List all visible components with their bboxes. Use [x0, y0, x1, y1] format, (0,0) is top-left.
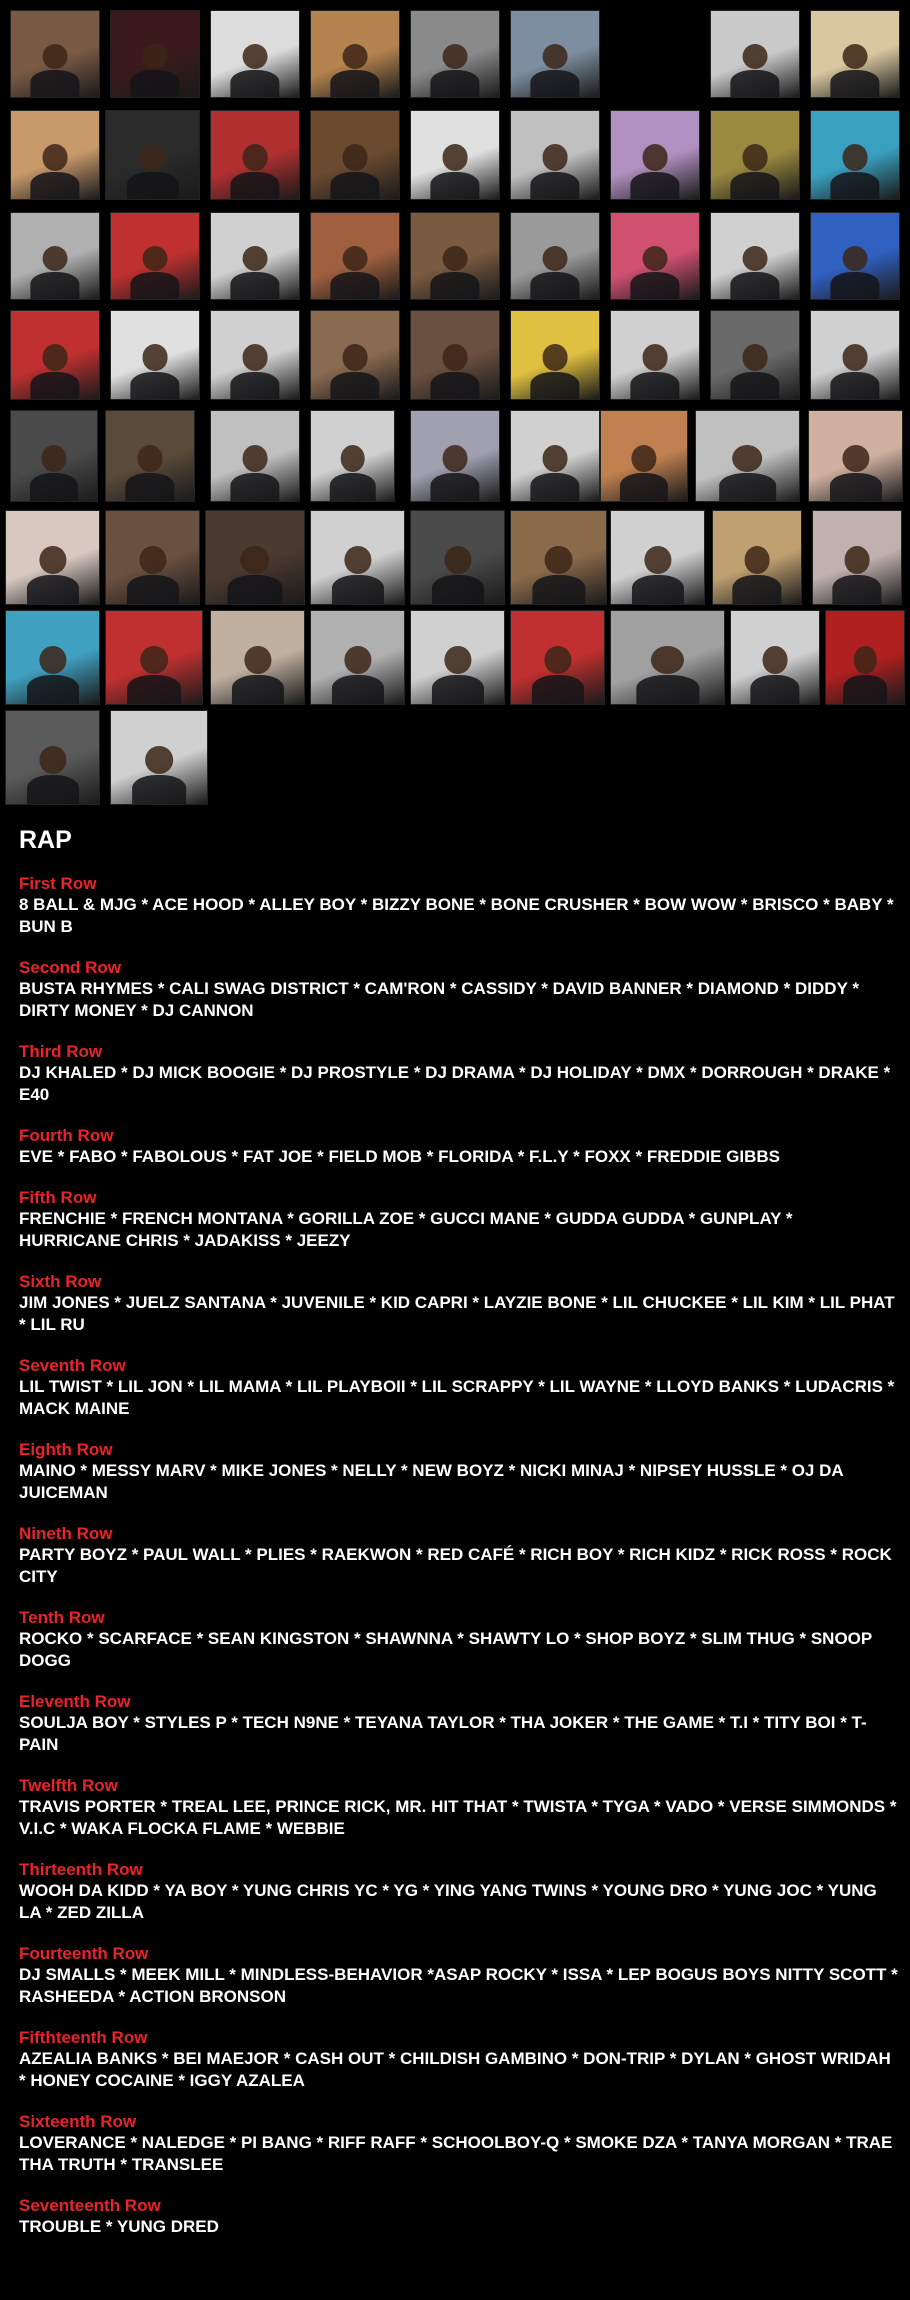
artist-photo [510, 10, 600, 98]
row-block [19, 1355, 899, 1420]
artist-photo [110, 710, 208, 805]
row-block [19, 1125, 899, 1168]
row-heading: Fifth Row [19, 1188, 97, 1207]
artist-photo [210, 610, 305, 705]
row-artist-names: LOVERANCE * NALEDGE * PI BANG * RIFF RAFF * SCHOOLBOY-Q * SMOKE DZA * TANYA MORGAN * TRAE THA TRUTH * TRANSLEE [19, 2133, 893, 2174]
row-heading: Fourteenth Row [19, 1944, 149, 1963]
row-block [19, 2195, 899, 2238]
row-artist-names: EVE * FABO * FABOLOUS * FAT JOE * FIELD MOB * FLORIDA * F.L.Y * FOXX * FREDDIE GIBBS [19, 1147, 780, 1166]
person-silhouette-icon [231, 646, 283, 704]
artist-photo [410, 110, 500, 200]
artist-photo [110, 10, 200, 98]
person-silhouette-icon [331, 646, 383, 704]
artist-photo [310, 510, 405, 605]
row-heading: Third Row [19, 1042, 103, 1061]
person-silhouette-icon [125, 445, 174, 501]
row-heading: Second Row [19, 958, 122, 977]
person-silhouette-icon [230, 144, 279, 199]
artist-photo [712, 510, 802, 605]
person-silhouette-icon [631, 546, 683, 604]
person-silhouette-icon [750, 646, 799, 704]
row-block [19, 957, 899, 1022]
person-silhouette-icon [331, 546, 383, 604]
person-silhouette-icon [843, 646, 887, 704]
artist-photo [710, 110, 800, 200]
artist-photo [5, 610, 100, 705]
row-artist-names: PARTY BOYZ * PAUL WALL * PLIES * RAEKWON * RED CAFÉ * RICH BOY * RICH KIDZ * RICK ROSS * ROCK CITY [19, 1545, 892, 1586]
artist-photo [210, 10, 300, 98]
artist-photo [510, 310, 600, 400]
artist-photo [310, 410, 395, 502]
artist-photo [610, 212, 700, 300]
person-silhouette-icon [829, 445, 881, 501]
person-silhouette-icon [130, 44, 179, 97]
artist-photo [110, 310, 200, 400]
artist-photo [105, 510, 200, 605]
row-artist-names: FRENCHIE * FRENCH MONTANA * GORILLA ZOE * GUCCI MANE * GUDDA GUDDA * GUNPLAY * HURRICANE CHRIS * JADAKISS * JEEZY [19, 1209, 793, 1250]
artist-photo [410, 410, 500, 502]
person-silhouette-icon [532, 546, 585, 604]
person-silhouette-icon [330, 144, 379, 199]
artist-photo [710, 10, 800, 98]
person-silhouette-icon [830, 246, 879, 299]
person-silhouette-icon [430, 144, 479, 199]
person-silhouette-icon [530, 144, 579, 199]
artist-photo [10, 212, 100, 300]
person-silhouette-icon [126, 144, 178, 199]
person-silhouette-icon [26, 546, 78, 604]
artist-photo [210, 110, 300, 200]
section-title: RAP [19, 826, 72, 854]
row-block [19, 2111, 899, 2176]
photo-collage [0, 0, 910, 805]
person-silhouette-icon [431, 546, 483, 604]
person-silhouette-icon [330, 246, 379, 299]
row-block [19, 2027, 899, 2092]
person-silhouette-icon [636, 646, 699, 704]
row-heading: Fifthteenth Row [19, 2028, 148, 2047]
artist-photo [695, 410, 800, 502]
row-artist-names: TRAVIS PORTER * TREAL LEE, PRINCE RICK, MR. HIT THAT * TWISTA * TYGA * VADO * VERSE SIMMONDS * V.I.C * WAKA FLOCKA FLAME * WEBBIE [19, 1797, 897, 1838]
artist-photo [825, 610, 905, 705]
artist-photo [310, 212, 400, 300]
row-artist-names: ROCKO * SCARFACE * SEAN KINGSTON * SHAWNNA * SHAWTY LO * SHOP BOYZ * SLIM THUG * SNOOP DOGG [19, 1629, 872, 1670]
row-block [19, 1439, 899, 1504]
artist-photo [310, 310, 400, 400]
person-silhouette-icon [132, 746, 186, 804]
artist-photo [810, 212, 900, 300]
artist-photo [810, 10, 900, 98]
row-artist-names: DJ SMALLS * MEEK MILL * MINDLESS-BEHAVIOR *ASAP ROCKY * ISSA * LEP BOGUS BOYS NITTY SCOTT * RASHEEDA * ACTION BRONSON [19, 1965, 898, 2006]
artist-photo [610, 610, 725, 705]
person-silhouette-icon [126, 546, 178, 604]
artist-photo [110, 212, 200, 300]
artist-photo [710, 310, 800, 400]
artist-photo [210, 212, 300, 300]
row-block [19, 1271, 899, 1336]
person-silhouette-icon [531, 646, 583, 704]
artist-photo [10, 410, 98, 502]
person-silhouette-icon [719, 445, 777, 501]
person-silhouette-icon [230, 344, 279, 399]
row-block [19, 1187, 899, 1252]
artist-photo [808, 410, 903, 502]
person-silhouette-icon [431, 646, 483, 704]
artist-photo [710, 212, 800, 300]
artist-photo [10, 10, 100, 98]
row-block [19, 1607, 899, 1672]
artist-photo [810, 110, 900, 200]
person-silhouette-icon [732, 546, 781, 604]
row-heading: Sixth Row [19, 1272, 102, 1291]
row-block [19, 1859, 899, 1924]
artist-photo [610, 510, 705, 605]
person-silhouette-icon [730, 246, 779, 299]
artist-photo [10, 310, 100, 400]
person-silhouette-icon [830, 344, 879, 399]
person-silhouette-icon [530, 44, 579, 97]
person-silhouette-icon [30, 344, 79, 399]
artist-photo [410, 610, 505, 705]
row-block [19, 1691, 899, 1756]
person-silhouette-icon [330, 44, 379, 97]
row-heading: Eleventh Row [19, 1692, 131, 1711]
person-silhouette-icon [26, 746, 78, 804]
artist-photo [510, 212, 600, 300]
row-artist-names: 8 BALL & MJG * ACE HOOD * ALLEY BOY * BIZZY BONE * BONE CRUSHER * BOW WOW * BRISCO * BABY * BUN B [19, 895, 894, 936]
person-silhouette-icon [730, 344, 779, 399]
artist-photo [210, 410, 300, 502]
artist-photo [410, 510, 505, 605]
row-block [19, 1523, 899, 1588]
rows-container [19, 873, 899, 2238]
person-silhouette-icon [832, 546, 881, 604]
person-silhouette-icon [130, 246, 179, 299]
person-silhouette-icon [530, 246, 579, 299]
row-heading: Fourth Row [19, 1126, 114, 1145]
row-heading: Seventeenth Row [19, 2196, 161, 2215]
row-artist-names: DJ KHALED * DJ MICK BOOGIE * DJ PROSTYLE * DJ DRAMA * DJ HOLIDAY * DMX * DORROUGH * DRAKE * E40 [19, 1063, 891, 1104]
person-silhouette-icon [530, 344, 579, 399]
person-silhouette-icon [630, 344, 679, 399]
artist-photo [10, 110, 100, 200]
artist-photo [510, 510, 607, 605]
row-heading: Sixteenth Row [19, 2112, 137, 2131]
row-heading: Seventh Row [19, 1356, 126, 1375]
person-silhouette-icon [830, 144, 879, 199]
person-silhouette-icon [630, 144, 679, 199]
artist-photo [310, 110, 400, 200]
person-silhouette-icon [430, 344, 479, 399]
artist-photo [810, 310, 900, 400]
person-silhouette-icon [230, 445, 279, 501]
person-silhouette-icon [30, 44, 79, 97]
row-heading: First Row [19, 874, 97, 893]
row-heading: Thirteenth Row [19, 1860, 143, 1879]
row-artist-names: BUSTA RHYMES * CALI SWAG DISTRICT * CAM'RON * CASSIDY * DAVID BANNER * DIAMOND * DIDDY * DIRTY MONEY * DJ CANNON [19, 979, 859, 1020]
row-block [19, 1943, 899, 2008]
person-silhouette-icon [230, 44, 279, 97]
artist-photo [812, 510, 902, 605]
row-block [19, 873, 899, 938]
artist-photo [105, 410, 195, 502]
person-silhouette-icon [329, 445, 375, 501]
artist-photo [600, 410, 688, 502]
person-silhouette-icon [530, 445, 579, 501]
person-silhouette-icon [830, 44, 879, 97]
person-silhouette-icon [730, 44, 779, 97]
artist-photo [730, 610, 820, 705]
row-heading: Twelfth Row [19, 1776, 118, 1795]
person-silhouette-icon [430, 44, 479, 97]
row-heading: Eighth Row [19, 1440, 113, 1459]
artist-photo [610, 110, 700, 200]
person-silhouette-icon [26, 646, 78, 704]
artist-list [19, 820, 899, 2257]
row-artist-names: SOULJA BOY * STYLES P * TECH N9NE * TEYANA TAYLOR * THA JOKER * THE GAME * T.I * TITY BOI * T-PAIN [19, 1713, 867, 1754]
person-silhouette-icon [630, 246, 679, 299]
person-silhouette-icon [228, 546, 283, 604]
row-block [19, 1041, 899, 1106]
row-block [19, 1775, 899, 1840]
artist-photo [105, 610, 203, 705]
person-silhouette-icon [30, 144, 79, 199]
row-artist-names: AZEALIA BANKS * BEI MAEJOR * CASH OUT * CHILDISH GAMBINO * DON-TRIP * DYLAN * GHOST WRIDAH * HONEY COCAINE * IGGY AZALEA [19, 2049, 891, 2090]
artist-photo [210, 310, 300, 400]
row-heading: Tenth Row [19, 1608, 105, 1627]
person-silhouette-icon [230, 246, 279, 299]
person-silhouette-icon [430, 246, 479, 299]
person-silhouette-icon [127, 646, 181, 704]
artist-photo [310, 610, 405, 705]
person-silhouette-icon [30, 246, 79, 299]
person-silhouette-icon [130, 344, 179, 399]
artist-photo [410, 310, 500, 400]
row-heading: Nineth Row [19, 1524, 113, 1543]
artist-photo [410, 10, 500, 98]
artist-photo [5, 710, 100, 805]
row-artist-names: MAINO * MESSY MARV * MIKE JONES * NELLY * NEW BOYZ * NICKI MINAJ * NIPSEY HUSSLE * OJ DA JUICEMAN [19, 1461, 844, 1502]
artist-photo [510, 610, 605, 705]
artist-photo [310, 10, 400, 98]
artist-photo [510, 410, 600, 502]
artist-photo [410, 212, 500, 300]
artist-photo [510, 110, 600, 200]
row-artist-names: LIL TWIST * LIL JON * LIL MAMA * LIL PLAYBOII * LIL SCRAPPY * LIL WAYNE * LLOYD BANKS * LUDACRIS * MACK MAINE [19, 1377, 895, 1418]
artist-photo [610, 310, 700, 400]
person-silhouette-icon [430, 445, 479, 501]
row-artist-names: TROUBLE * YUNG DRED [19, 2217, 219, 2236]
person-silhouette-icon [730, 144, 779, 199]
person-silhouette-icon [330, 344, 379, 399]
row-artist-names: JIM JONES * JUELZ SANTANA * JUVENILE * KID CAPRI * LAYZIE BONE * LIL CHUCKEE * LIL KIM * LIL PHAT * LIL RU [19, 1293, 895, 1334]
artist-photo [5, 510, 100, 605]
person-silhouette-icon [620, 445, 668, 501]
artist-photo [105, 110, 200, 200]
row-artist-names: WOOH DA KIDD * YA BOY * YUNG CHRIS YC * YG * YING YANG TWINS * YOUNG DRO * YUNG JOC * YUNG LA * ZED ZILLA [19, 1881, 877, 1922]
person-silhouette-icon [30, 445, 78, 501]
artist-photo [205, 510, 305, 605]
